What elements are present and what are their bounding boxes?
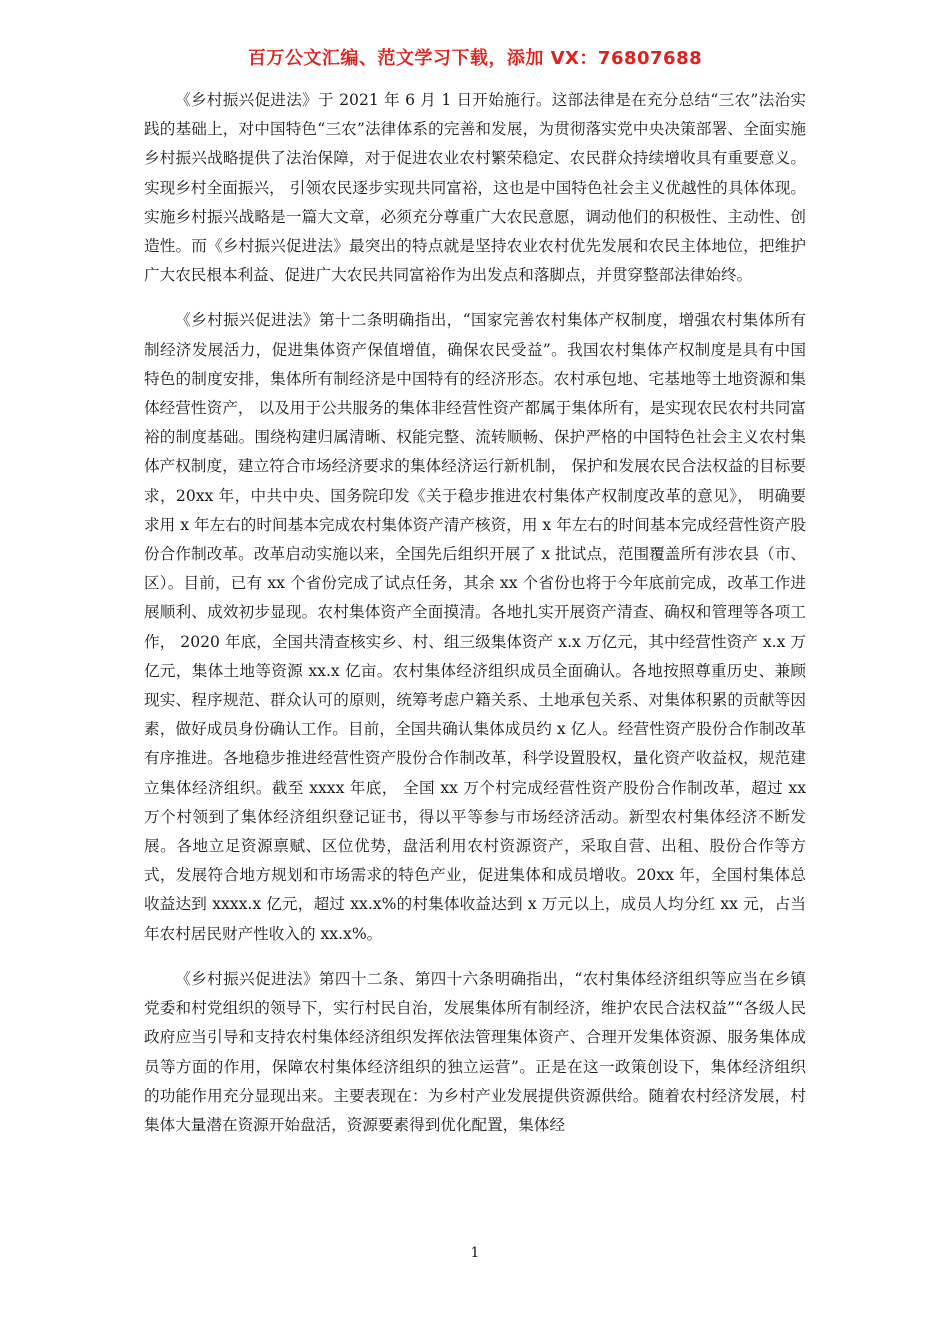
paragraph-1: 《乡村振兴促进法》于 2021 年 6 月 1 日开始施行。这部法律是在充分总结“三农”法治实践的基础上，对中国特色“三农”法律体系的完善和发展，为贯彻落实党中央决策部署、全面实施乡村振兴战略提供了法治保障，对于促进农业农村繁荣稳定、农民群众持续增收具有重要意义。实现乡村全面振兴， 引领农民逐步实现共同富裕，这也是中国特色社会主义优越性的具体体现。实施乡村振兴战略是一篇大文章，必须充分尊重广大农民意愿，调动他们的积极性、主动性、创造性。而《乡村振兴促进法》最突出的特点就是坚持农业农村优先发展和农民主体地位，把维护广大农民根本利益、促进广大农民共同富裕作为出发点和落脚点，并贯穿整部法律始终。 (144, 91, 806, 285)
page-number: 1 (470, 1245, 480, 1261)
paragraph-3: 《乡村振兴促进法》第四十二条、第四十六条明确指出，“农村集体经济组织等应当在乡镇党委和村党组织的领导下，实行村民自治，发展集体所有制经济，维护农民合法权益”“各级人民政府应当引导和支持农村集体经济组织发挥依法管理集体资产、合理开发集体资源、服务集体成员等方面的作用，保障农村集体经济组织的独立运营”。正是在这一政策创设下，集体经济组织的功能作用充分显现出来。主要表现在：为乡村产业发展提供资源供给。随着农村经济发展，村集体大量潜在资源开始盘活，资源要素得到优化配置，集体经 (144, 969, 806, 1134)
paragraph-2: 《乡村振兴促进法》第十二条明确指出，“国家完善农村集体产权制度，增强农村集体所有制经济发展活力，促进集体资产保值增值，确保农民受益”。我国农村集体产权制度是具有中国特色的制度安排，集体所有制经济是中国特有的经济形态。农村承包地、宅基地等土地资源和集体经营性资产， 以及用于公共服务的集体非经营性资产都属于集体所有，是实现农民农村共同富裕的制度基础。围绕构建归属清晰、权能完整、流转顺畅、保护严格的中国特色社会主义农村集体产权制度，建立符合市场经济要求的集体经济运行新机制， 保护和发展农民合法权益的目标要求，20xx 年，中共中央、国务院印发《关于稳步推进农村集体产权制度改革的意见》， 明确要求用 x 年左右的时间基本完成农村集体资产清产核资，用 x 年左右的时间基本完成经营性资产股份合作制改革。改革启动实施以来，全国先后组织开展了 x 批试点，范围覆盖所有涉农县（市、区）。目前，已有 xx 个省份完成了试点任务，其余 xx 个省份也将于今年底前完成，改革工作进展顺利、成效初步显现。农村集体资产全面摸清。各地扎实开展资产清查、确权和管理等各项工作， 2020 年底，全国共清查核实乡、村、组三级集体资产 x.x 万亿元，其中经营性资产 x.x 万亿元，集体土地等资源 xx.x 亿亩。农村集体经济组织成员全面确认。各地按照尊重历史、兼顾现实、程序规范、群众认可的原则，统筹考虑户籍关系、土地承包关系、对集体积累的贡献等因素，做好成员身份确认工作。目前，全国共确认集体成员约 x 亿人。经营性资产股份合作制改革有序推进。各地稳步推进经营性资产股份合作制改革，科学设置股权，量化资产收益权，规范建立集体经济组织。截至 xxxx 年底， 全国 xx 万个村完成经营性资产股份合作制改革，超过 xx 万个村领到了集体经济组织登记证书，得以平等参与市场经济活动。新型农村集体经济不断发展。各地立足资源禀赋、区位优势，盘活利用农村资源资产，采取自营、出租、股份合作等方式，发展符合地方规划和市场需求的特色产业，促进集体和成员增收。20xx 年，全国村集体总收益达到 xxxx.x 亿元，超过 xx.x%的村集体收益达到 x 万元以上，成员人均分红 xx 元，占当年农村居民财产性收入的 xx.x%。 (144, 311, 806, 943)
watermark-header: 百万公文汇编、范文学习下载，添加 VX：76807688 (247, 48, 703, 69)
document-body (144, 86, 806, 1156)
